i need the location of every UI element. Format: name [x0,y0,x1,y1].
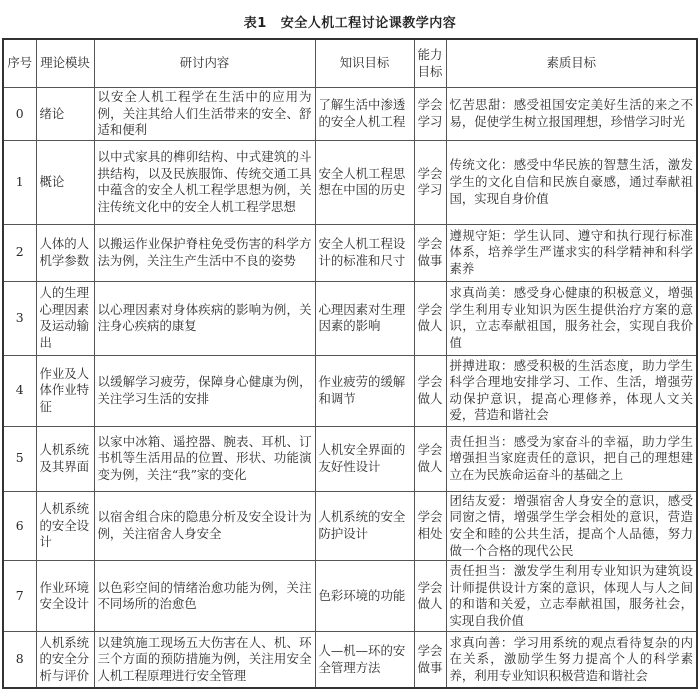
cell-content: 以建筑施工现场五大伤害在人、机、环三个方面的预防措施为例，关注用安全人机工程原理进行安全管理 [94,632,315,689]
cell-quality: 责任担当：感受为家奋斗的幸福，助力学生增强担当家庭责任的意识，把自己的理想建立在为民族命运奋斗的基础之上 [446,426,697,491]
cell-no: 1 [3,140,36,224]
cell-knowledge: 心理因素对生理因素的影响 [315,281,414,355]
cell-content: 以宿舍组合床的隐患分析及安全设计为例，关注宿舍人身安全 [94,491,315,560]
cell-module: 人机系统的安全设计 [36,491,94,560]
cell-knowledge: 色彩环境的功能 [315,561,414,632]
cell-ability: 学会相处 [414,491,446,560]
header-knowledge: 知识目标 [315,39,414,88]
header-content: 研讨内容 [94,39,315,88]
cell-quality: 拼搏进取：感受积极的生活态度，助力学生科学合理地安排学习、工作、生活，增强劳动保护意识，提高心理修养，体现人文关爱，营造和谐社会 [446,355,697,426]
cell-ability: 学会学习 [414,140,446,224]
table-row [3,632,697,689]
cell-ability: 学会做人 [414,561,446,632]
cell-content: 以安全人机工程学在生活中的应用为例，关注其给人们生活带来的安全、舒适和便利 [94,88,315,141]
cell-content: 以色彩空间的情绪治愈功能为例，关注不同场所的治愈色 [94,561,315,632]
cell-content: 以心理因素对身体疾病的影响为例，关注身心疾病的康复 [94,281,315,355]
cell-module: 人机系统的安全分析与评价 [36,632,94,689]
header-module: 理论模块 [36,39,94,88]
cell-quality: 团结友爱：增强宿舍人身安全的意识，感受同窗之情，增强学生学会相处的意识，营造安全和睦的公共生活，提高个人品德，努力做一个合格的现代公民 [446,491,697,560]
table-row [3,491,697,560]
table-row [3,140,697,224]
cell-module: 人机系统及其界面 [36,426,94,491]
cell-ability: 学会做事 [414,632,446,689]
cell-knowledge: 了解生活中渗透的安全人机工程 [315,88,414,141]
cell-quality: 求真尚美：感受身心健康的积极意义，增强学生利用专业知识为医生提供治疗方案的意识，立志奉献祖国，服务社会，实现自我价值 [446,281,697,355]
table-row [3,224,697,281]
cell-content: 以缓解学习疲劳，保障身心健康为例，关注学习生活的安排 [94,355,315,426]
cell-no: 5 [3,426,36,491]
table-row [3,281,697,355]
cell-ability: 学会做人 [414,281,446,355]
table-caption-title: 安全人机工程讨论课教学内容 [280,16,457,31]
header-quality: 素质目标 [446,39,697,88]
cell-knowledge: 作业疲劳的缓解和调节 [315,355,414,426]
header-ability: 能力目标 [414,39,446,88]
cell-knowledge: 人—机—环的安全管理方法 [315,632,414,689]
cell-content: 以搬运作业保护脊柱免受伤害的科学方法为例，关注生产生活中不良的姿势 [94,224,315,281]
table-row [3,561,697,632]
cell-ability: 学会做事 [414,224,446,281]
cell-module: 人体的人机学参数 [36,224,94,281]
cell-no: 7 [3,561,36,632]
cell-module: 概论 [36,140,94,224]
cell-no: 4 [3,355,36,426]
cell-ability: 学会学习 [414,88,446,141]
cell-knowledge: 安全人机工程思想在中国的历史 [315,140,414,224]
table-row [3,426,697,491]
cell-ability: 学会做人 [414,426,446,491]
table-row [3,88,697,141]
cell-no: 3 [3,281,36,355]
cell-no: 6 [3,491,36,560]
cell-no: 0 [3,88,36,141]
cell-no: 8 [3,632,36,689]
cell-content: 以家中冰箱、遥控器、腕表、耳机、订书机等生活用品的位置、形状、功能演变为例，关注“我”家的变化 [94,426,315,491]
table-header-row [3,39,697,88]
cell-quality: 遵规守矩：学生认同、遵守和执行现行标准体系，培养学生严谨求实的科学精神和科学素养 [446,224,697,281]
cell-knowledge: 人机安全界面的友好性设计 [315,426,414,491]
cell-module: 人的生理心理因素及运动输出 [36,281,94,355]
cell-quality: 责任担当：激发学生利用专业知识为建筑设计师提供设计方案的意识，体现人与人之间的和谐和关爱，立志奉献祖国，服务社会，实现自我价值 [446,561,697,632]
table-caption-number: 表1 [243,16,267,31]
table-caption [0,12,700,31]
cell-module: 绪论 [36,88,94,141]
cell-knowledge: 人机系统的安全防护设计 [315,491,414,560]
cell-quality: 求真向善：学习用系统的观点看待复杂的内在关系，激励学生努力提高个人的科学素养，利用专业知识积极营造和谐社会 [446,632,697,689]
teaching-content-table [2,38,698,689]
table-row [3,355,697,426]
cell-content: 以中式家具的榫卯结构、中式建筑的斗拱结构，以及民族服饰、传统交通工具中蕴含的安全人机工程学思想为例，关注传统文化中的安全人机工程学思想 [94,140,315,224]
cell-ability: 学会做人 [414,355,446,426]
header-no: 序号 [3,39,36,88]
cell-knowledge: 安全人机工程设计的标准和尺寸 [315,224,414,281]
cell-module: 作业环境安全设计 [36,561,94,632]
cell-module: 作业及人体作业特征 [36,355,94,426]
cell-no: 2 [3,224,36,281]
cell-quality: 传统文化：感受中华民族的智慧生活，激发学生的文化自信和民族自豪感，通过奉献祖国，实现自身价值 [446,140,697,224]
cell-quality: 忆苦思甜：感受祖国安定美好生活的来之不易，促使学生树立报国理想，珍惜学习时光 [446,88,697,141]
